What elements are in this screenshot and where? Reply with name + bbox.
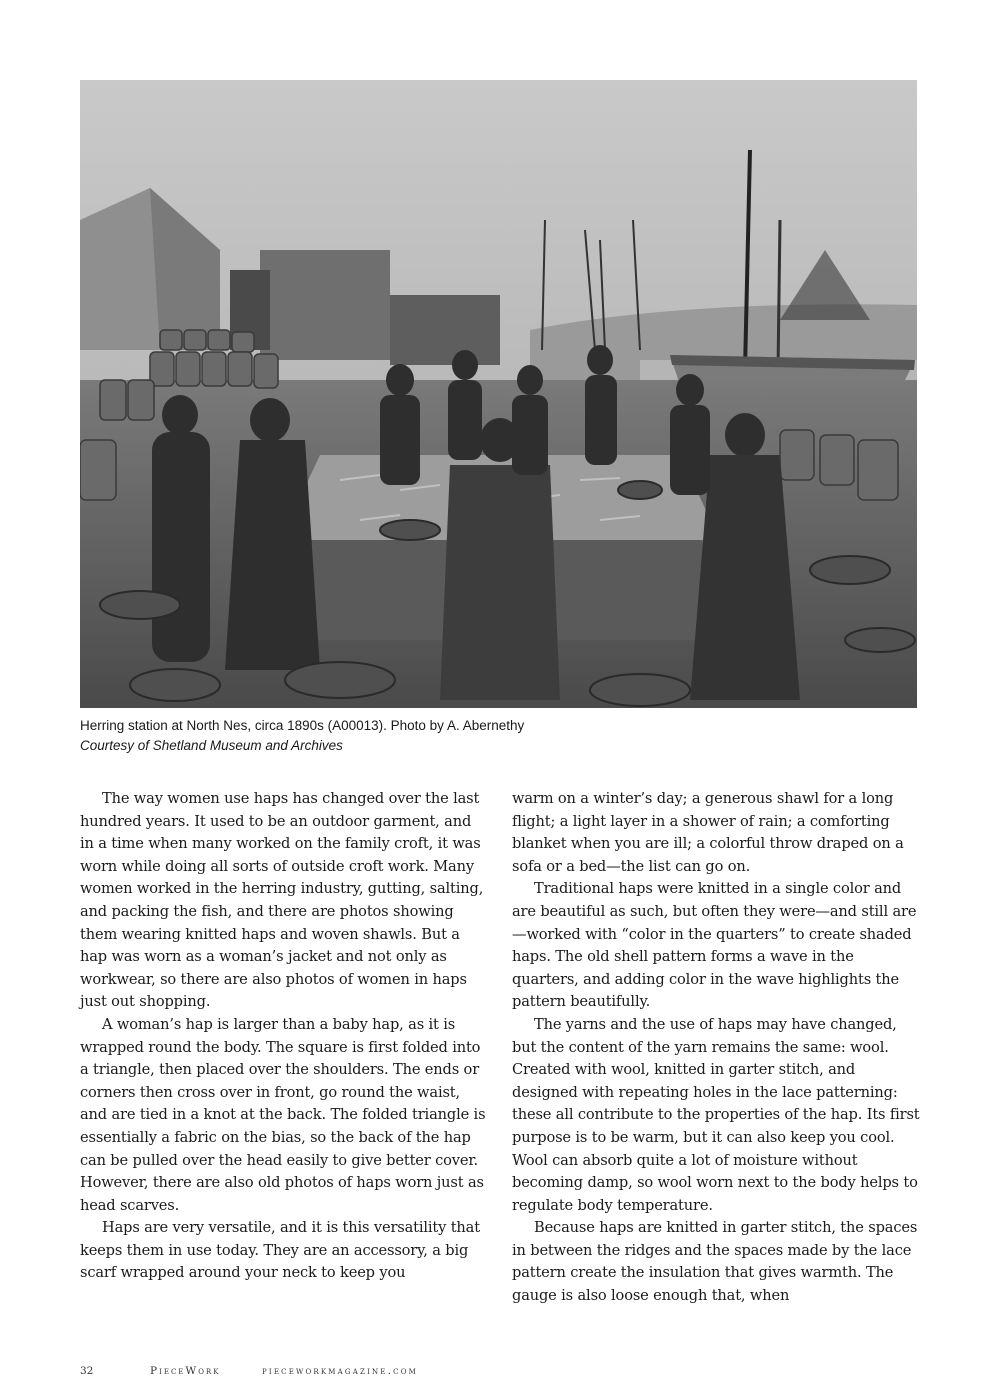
paragraph: Haps are very versatile, and it is this versatility that keeps them in use today. They are an accessory, a big scarf wrapped around your neck to keep you <box>80 1219 480 1282</box>
paragraph: The way women use haps has changed over the last hundred years. It used to be an outdoor garment, and in a time when many worked on the family croft, it was worn while doing all sorts of outside croft work. Many women worked in the herring industry, gutting, salting, and packing the fish, and there are photos showing them wearing knitted haps and woven shawls. But a hap was worn as a woman’s jacket and not only as workwear, so there are also photos of women in haps just out shopping. <box>80 790 484 1011</box>
article-column-left <box>80 788 488 1285</box>
paragraph: The yarns and the use of haps may have changed, but the content of the yarn remains the same: wool. Created with wool, knitted in garter stitch, and designed with repeating holes in the lace patterning: these all contribute to the properties of the hap. Its first purpose is to be warm, but it can also keep you cool. Wool can absorb quite a lot of moisture without becoming damp, so wool worn next to the body helps to regulate body temperature. <box>512 1015 920 1214</box>
paragraph: A woman’s hap is larger than a baby hap, as it is wrapped round the body. The square is first folded into a triangle, then placed over the shoulders. The ends or corners then cross over in front, go round the waist, and are tied in a knot at the back. The folded triangle is essentially a fabric on the bias, so the back of the hap can be pulled over the head easily to give better cover. However, there are also old photos of haps worn just as head scarves. <box>80 1015 486 1214</box>
article-column-right <box>512 788 920 1308</box>
photo-caption <box>80 716 917 756</box>
paragraph: Because haps are knitted in garter stitch, the spaces in between the ridges and the spaces made by the lace pattern create the insulation that gives warmth. The gauge is also loose enough that, when <box>512 1219 918 1305</box>
page-number: 32 <box>80 1365 94 1377</box>
magazine-url[interactable]: pieceworkmagazine.com <box>262 1365 419 1377</box>
herring-station-photo <box>80 80 917 708</box>
magazine-name: PieceWork <box>150 1365 221 1377</box>
caption-credit: Courtesy of Shetland Museum and Archives <box>80 738 343 753</box>
paragraph: Traditional haps were knitted in a single color and are beautiful as such, but often they were—and still are—worked with “color in the quarters” to create shaded haps. The old shell pattern forms a wave in the quarters, and adding color in the wave highlights the pattern beautifully. <box>512 880 917 1011</box>
paragraph: warm on a winter’s day; a generous shawl for a long flight; a light layer in a shower of rain; a comforting blanket when you are ill; a colorful throw draped on a sofa or a bed—the list can go on. <box>512 790 904 875</box>
photo-illustration-icon <box>80 80 917 708</box>
caption-text: Herring station at North Nes, circa 1890s (A00013). Photo by A. Abernethy <box>80 718 525 733</box>
